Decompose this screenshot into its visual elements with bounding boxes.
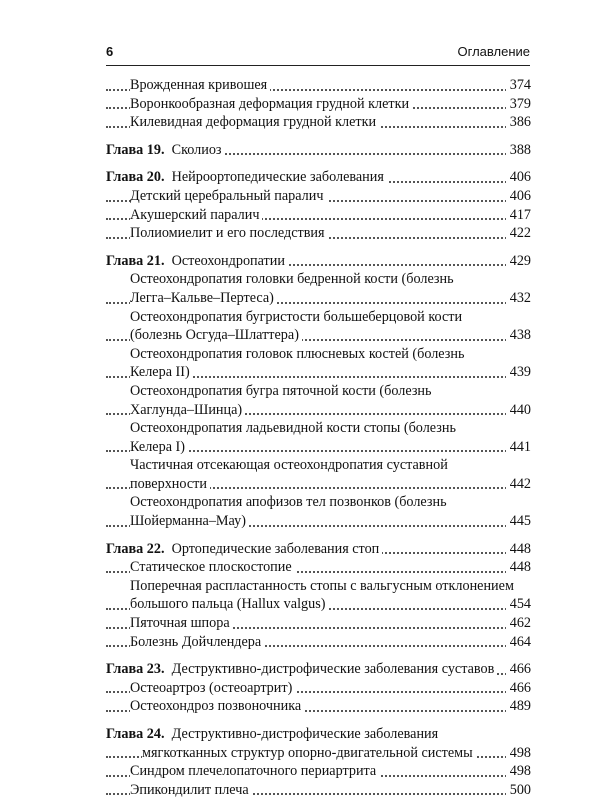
page-ref: 441: [506, 438, 531, 457]
page-ref: 439: [506, 363, 531, 382]
page-ref: 498: [506, 744, 531, 763]
toc-entry: [106, 781, 531, 800]
table-of-contents: [106, 76, 531, 808]
entry-title: Остеохондропатия бугра пяточной кости (болезнь: [130, 382, 432, 399]
entry-title: Остеохондропатия головки бедренной кости (болезнь: [130, 271, 454, 288]
page-ref: 466: [506, 660, 531, 679]
entry-title: Пяточная шпора: [130, 615, 233, 631]
page-ref: 498: [506, 762, 531, 781]
toc-entry-line: [106, 270, 531, 289]
page-ref: 464: [506, 633, 531, 652]
entry-title: [106, 142, 225, 158]
chapter-title: Ортопедические заболевания стоп: [171, 540, 380, 557]
page-ref: 438: [506, 326, 531, 345]
header-rule: [106, 65, 530, 66]
page-ref: 445: [506, 512, 531, 531]
entry-title: [106, 253, 288, 269]
toc-entry-line: [106, 456, 531, 475]
toc-entry: [106, 187, 531, 206]
page-ref: 466: [506, 679, 531, 698]
page-ref: 448: [506, 558, 531, 577]
entry-title: Килевидная деформация грудной клетки: [130, 114, 379, 130]
toc-entry: [106, 438, 531, 457]
chapter-heading-cont: [106, 744, 531, 763]
toc-entry: [106, 697, 531, 716]
entry-title: Остеохондроз позвоночника: [130, 698, 304, 714]
chapter-title: Деструктивно-дистрофические заболевания: [171, 726, 439, 742]
toc-entry: [106, 633, 531, 652]
entry-title: Шойерманна–Мау): [130, 513, 249, 529]
toc-entry: [106, 475, 531, 494]
toc-entry: [106, 363, 531, 382]
chapter-title: Остеохондропатии: [171, 252, 285, 269]
entry-title: поверхности: [130, 476, 210, 492]
page-ref: 417: [506, 206, 531, 225]
toc-entry: [106, 762, 531, 781]
entry-title: Остеохондропатия апофизов тел позвонков (болезнь: [130, 494, 447, 511]
entry-title: Легга–Кальве–Пертеса): [130, 290, 277, 306]
entry-title: Синдром плечелопаточного периартрита: [130, 763, 379, 779]
page-ref: 448: [506, 540, 531, 559]
chapter-title: Нейроортопедические заболевания: [171, 169, 384, 186]
toc-entry: [106, 206, 531, 225]
entry-title: Эпикондилит плеча: [130, 782, 252, 798]
toc-entry: [106, 401, 531, 420]
toc-group: [106, 76, 531, 132]
toc-entry-line: [106, 382, 531, 401]
chapter-label: Глава 21.: [106, 252, 165, 269]
page-ref: 442: [506, 475, 531, 494]
chapter-heading: [106, 660, 531, 679]
page-ref: 462: [506, 614, 531, 633]
chapter-label: Глава 24.: [106, 726, 165, 742]
entry-title: Келера I): [130, 439, 188, 455]
toc-entry: [106, 558, 531, 577]
toc-entry-line: [106, 419, 531, 438]
page-ref: 388: [506, 141, 531, 160]
chapter-heading: [106, 168, 531, 187]
chapter-heading: [106, 540, 531, 559]
entry-title: Детский церебральный паралич: [130, 188, 327, 204]
page-ref: 422: [506, 224, 531, 243]
entry-title: Хаглунда–Шинца): [130, 402, 245, 418]
toc-entry: [106, 113, 531, 132]
toc-entry: [106, 289, 531, 308]
running-title: Оглавление: [457, 44, 530, 59]
toc-entry: [106, 76, 531, 95]
toc-group: [106, 660, 531, 716]
chapter-label: Глава 19.: [106, 141, 165, 158]
chapter-heading: [106, 725, 531, 744]
toc-entry-line: [106, 493, 531, 512]
toc-group: [106, 725, 531, 799]
page-ref: 406: [506, 168, 531, 187]
toc-group: [106, 252, 531, 531]
chapter-title: Сколиоз: [171, 141, 222, 158]
toc-entry: [106, 224, 531, 243]
toc-group: [106, 540, 531, 652]
page-ref: 386: [506, 113, 531, 132]
page-header: [106, 42, 530, 62]
entry-title: Частичная отсекающая остеохондропатия суставной: [130, 457, 448, 474]
chapter-label: Глава 23.: [106, 661, 165, 678]
toc-entry: [106, 95, 531, 114]
chapter-title: Деструктивно-дистрофические заболевания суставов: [171, 661, 495, 678]
entry-title: Полиомиелит и его последствия: [130, 225, 328, 241]
toc-entry: [106, 595, 531, 614]
toc-entry-line: [106, 345, 531, 364]
page-ref: 440: [506, 401, 531, 420]
toc-entry: [106, 614, 531, 633]
chapter-label: Глава 20.: [106, 169, 165, 186]
entry-title: Болезнь Дойчлендера: [130, 634, 264, 650]
page-ref: 429: [506, 252, 531, 271]
toc-entry: [106, 326, 531, 345]
page-ref: 406: [506, 187, 531, 206]
page-ref: 432: [506, 289, 531, 308]
chapter-label: Глава 22.: [106, 540, 165, 557]
entry-title: Статическое плоскостопие: [130, 559, 295, 575]
entry-title: [106, 661, 497, 677]
page-ref: 379: [506, 95, 531, 114]
entry-title: Остеоартроз (остеоартрит): [130, 680, 295, 696]
chapter-heading: [106, 141, 531, 160]
toc-entry: [106, 512, 531, 531]
entry-title: Акушерский паралич: [130, 207, 262, 223]
entry-title: Келера II): [130, 364, 193, 380]
entry-title: Воронкообразная деформация грудной клетки: [130, 96, 412, 112]
page-number: 6: [106, 44, 114, 59]
page-ref: 374: [506, 76, 531, 95]
entry-title: Врожденная кривошея: [130, 77, 270, 93]
entry-title: Поперечная распластанность стопы с вальгусным отклонением: [130, 577, 514, 594]
page-ref: 500: [506, 781, 531, 800]
entry-title: Остеохондропатия ладьевидной кости стопы (болезнь: [130, 420, 456, 437]
entry-title: [106, 541, 382, 557]
entry-title: мягкотканных структур опорно-двигательной системы: [142, 745, 476, 761]
chapter-heading: [106, 252, 531, 271]
entry-title: большого пальца (Hallux valgus): [130, 596, 328, 612]
toc-group: [106, 141, 531, 160]
page-ref: 489: [506, 697, 531, 716]
toc-entry: [106, 679, 531, 698]
entry-title: Остеохондропатия головок плюсневых костей (болезнь: [130, 345, 465, 362]
entry-title: Остеохондропатия бугристости большеберцовой кости: [130, 308, 463, 325]
entry-title: [106, 169, 387, 185]
toc-entry-line: [106, 308, 531, 327]
entry-title: (болезнь Осгуда–Шлаттера): [130, 327, 302, 343]
toc-group: [106, 168, 531, 242]
page-ref: 454: [506, 595, 531, 614]
toc-entry-line: [106, 577, 531, 596]
